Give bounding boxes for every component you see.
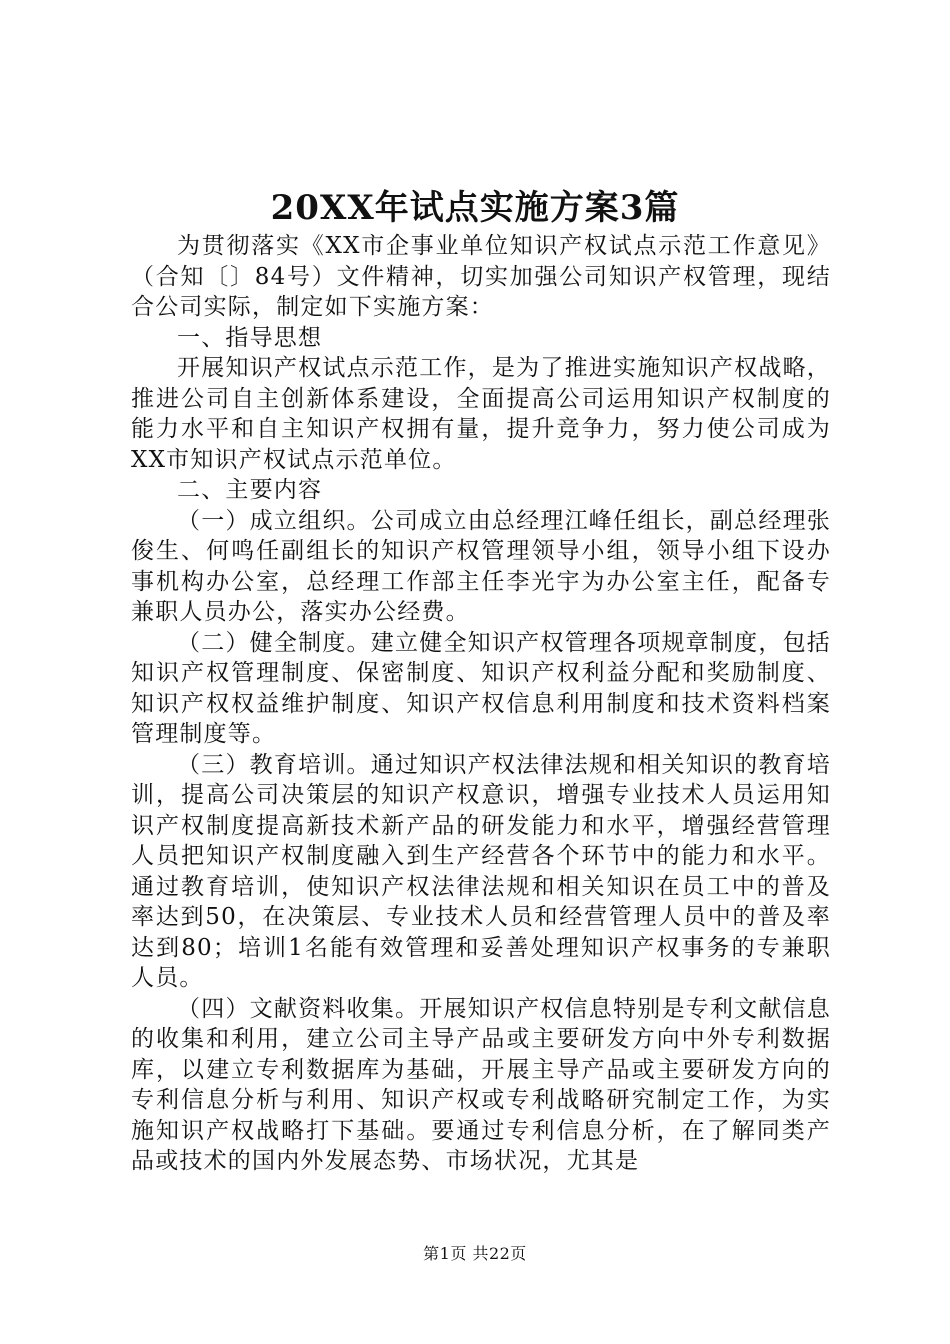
document-body [131, 231, 831, 1177]
paragraph-literature: （四）文献资料收集。开展知识产权信息特别是专利文献信息的收集和利用，建立公司主导产品或主要研发方向中外专利数据库，以建立专利数据库为基础，开展主导产品或主要研发方向的专利信息分析与利用、知识产权或专利战略研究制定工作，为实施知识产权战略打下基础。要通过专利信息分析，在了解同类产品或技术的国内外发展态势、市场状况，尤其是 [131, 995, 831, 1174]
paragraph-guiding-thought: 开展知识产权试点示范工作，是为了推进实施知识产权战略，推进公司自主创新体系建设，全面提高公司运用知识产权制度的能力水平和自主知识产权拥有量，提升竞争力，努力使公司成为XX市知识产权试点示范单位。 [131, 355, 831, 473]
paragraph-training: （三）教育培训。通过知识产权法律法规和相关知识的教育培训，提高公司决策层的知识产权意识，增强专业技术人员运用知识产权制度提高新技术新产品的研发能力和水平，增强经营管理人员把知识产权制度融入到生产经营各个环节中的能力和水平。通过教育培训，使知识产权法律法规和相关知识在员工中的普及率达到50，在决策层、专业技术人员和经营管理人员中的普及率达到80；培训1名能有效管理和妥善处理知识产权事务的专兼职人员。 [131, 751, 831, 991]
paragraph-organization: （一）成立组织。公司成立由总经理江峰任组长，副总经理张俊生、何鸣任副组长的知识产权管理领导小组，领导小组下设办事机构办公室，总经理工作部主任李光宇为办公室主任，配备专兼职人员办公，落实办公经费。 [131, 507, 831, 625]
heading-guiding-thought: 一、指导思想 [177, 324, 323, 351]
document-title: 20XX年试点实施方案3篇 [270, 188, 680, 228]
paragraph-intro: 为贯彻落实《XX市企事业单位知识产权试点示范工作意见》（合知〔〕84号）文件精神，切实加强公司知识产权管理，现结合公司实际，制定如下实施方案： [131, 233, 831, 320]
paragraph-system: （二）健全制度。建立健全知识产权管理各项规章制度，包括知识产权管理制度、保密制度、知识产权利益分配和奖励制度、知识产权权益维护制度、知识产权信息利用制度和技术资料档案管理制度等。 [131, 629, 831, 747]
heading-main-content: 二、主要内容 [177, 477, 323, 503]
page-footer: 第1页 共22页 [423, 1244, 527, 1263]
